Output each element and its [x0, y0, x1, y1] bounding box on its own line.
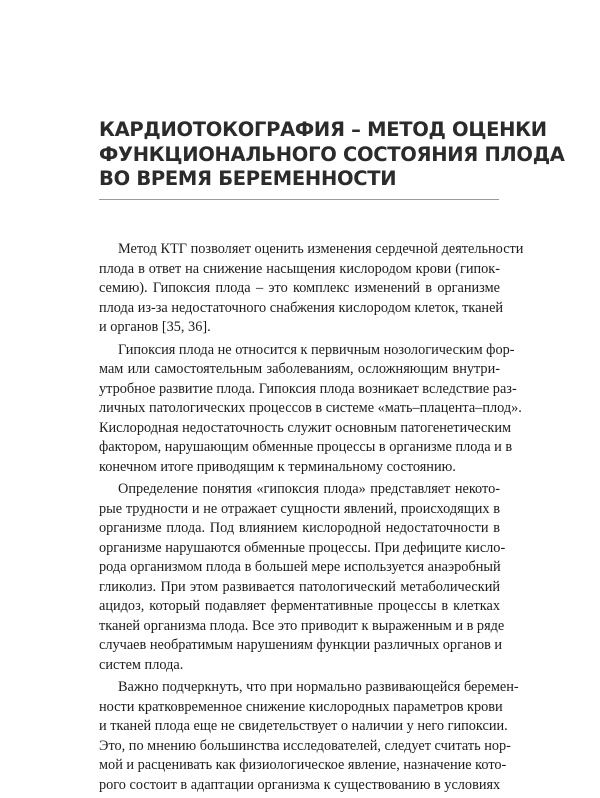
text-line: плода из-за недостаточного снабжения кислородом клеток, тканей — [99, 299, 504, 316]
text-line: мой и расценивать как физиологическое явление, назначение кото- — [99, 757, 507, 773]
paragraph — [99, 240, 524, 338]
chapter-title — [99, 118, 565, 192]
text-line: фактором, нарушающим обменные процессы в организме плода и в — [99, 439, 513, 455]
text-line: Важно подчеркнуть, что при нормально развивающейся беремен- — [118, 679, 519, 695]
text-line: плода в ответ на снижение насыщения кислородом крови (гипок- — [99, 260, 500, 277]
text-line: утробное развитие плода. Гипоксия плода возникает вследствие раз- — [99, 380, 517, 397]
chapter-title-line: ФУНКЦИОНАЛЬНОГО СОСТОЯНИЯ ПЛОДА — [99, 142, 565, 166]
text-line: мам или самостоятельным заболеваниям, осложняющим внутри- — [99, 361, 500, 377]
text-line: конечном итоге приводящим к терминальному состоянию. — [99, 458, 456, 475]
text-line: рые трудности и не отражает сущности явлений, происходящих в — [99, 500, 500, 517]
title-divider — [99, 199, 499, 200]
text-line: и тканей плода еще не свидетельствует о наличии у него гипоксии. — [99, 718, 508, 734]
text-line: семию). Гипоксия плода – это комплекс изменений в организме — [99, 280, 500, 296]
text-line: ности кратковременное снижение кислородных параметров крови — [99, 698, 503, 715]
text-line: рого состоит в адаптации организма к существованию в условиях — [99, 776, 501, 793]
text-line: систем плода. — [99, 656, 184, 673]
text-line: личных патологических процессов в системе «мать–плацента–плод». — [99, 400, 522, 416]
text-line: Метод КТГ позволяет оценить изменения сердечной деятельности — [118, 241, 524, 257]
text-line: ацидоз, который подавляет ферментативные процессы в клетках — [99, 598, 500, 614]
text-line: случаев необратимым нарушениям функции различных органов и — [99, 637, 503, 653]
body-text — [99, 240, 524, 798]
text-line: организме плода. Под влиянием кислородной недостаточности в — [99, 520, 500, 536]
paragraph — [99, 341, 522, 478]
text-line: тканей организма плода. Все это приводит к выраженным и в ряде — [99, 617, 505, 634]
chapter-title-line: КАРДИОТОКОГРАФИЯ – МЕТОД ОЦЕНКИ — [99, 118, 547, 141]
paragraph — [99, 678, 519, 795]
text-line: гликолиз. При этом развивается патологический метаболический — [99, 578, 500, 595]
text-line: Кислородная недостаточность служит основным патогенетическим — [99, 419, 512, 436]
text-line: Определение понятия «гипоксия плода» представляет некото- — [118, 481, 500, 497]
text-line: Это, по мнению большинства исследователей, следует считать нор- — [99, 737, 511, 754]
text-line: организме нарушаются обменные процессы. При дефиците кисло- — [99, 539, 506, 556]
chapter-title-line: ВО ВРЕМЯ БЕРЕМЕННОСТИ — [99, 167, 397, 190]
text-line: и органов [35, 36]. — [99, 319, 211, 335]
paragraph — [99, 480, 506, 675]
text-line: рода организмом плода в большей мере используется анаэробный — [99, 559, 501, 575]
text-line: Гипоксия плода не относится к первичным нозологическим фор- — [118, 341, 515, 358]
